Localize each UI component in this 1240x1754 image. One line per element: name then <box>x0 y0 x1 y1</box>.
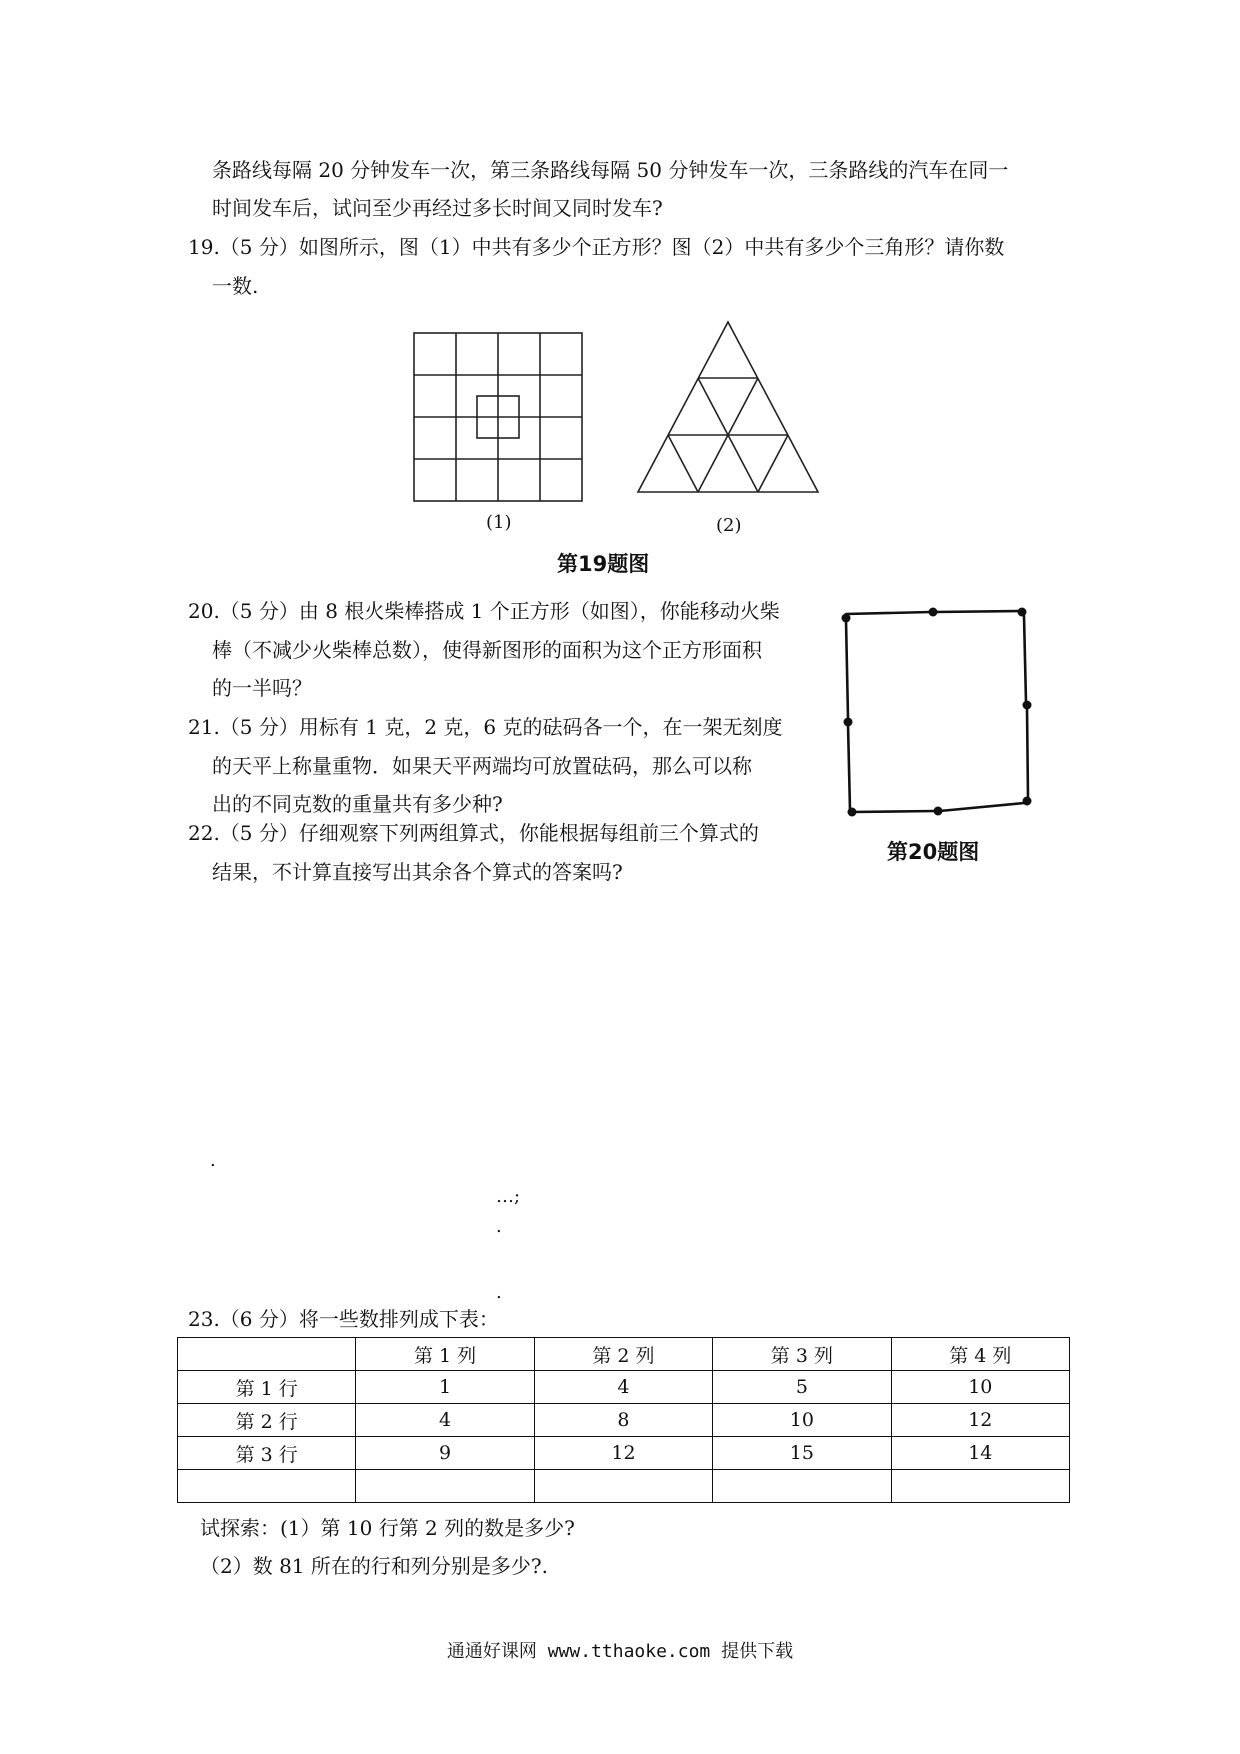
table-cell: 第 1 行 <box>178 1371 356 1404</box>
q19-line2: 一数. <box>212 274 259 298</box>
mark-dot: . <box>496 1282 502 1303</box>
table-header-row <box>178 1338 1070 1371</box>
table-cell: 10 <box>891 1371 1069 1404</box>
figure-19-caption: 第19题图 <box>557 552 650 576</box>
table-row <box>178 1404 1070 1437</box>
q22-line2: 结果，不计算直接写出其余各个算式的答案吗? <box>212 860 623 884</box>
table-cell: 8 <box>534 1404 712 1437</box>
q21-line2: 的天平上称量重物．如果天平两端均可放置砝码，那么可以称 <box>212 754 752 778</box>
table-cell: 12 <box>534 1437 712 1470</box>
mark-dot: . <box>210 1150 216 1171</box>
q19-line1: 19.（5 分）如图所示，图（1）中共有多少个正方形？图（2）中共有多少个三角形？请你数 <box>188 235 1005 259</box>
table-cell: 14 <box>891 1437 1069 1470</box>
q20-line3: 的一半吗？ <box>212 676 312 700</box>
table-cell: 5 <box>713 1371 891 1404</box>
figure-19-grid <box>413 332 583 502</box>
table-cell: 9 <box>356 1437 534 1470</box>
table-row <box>178 1437 1070 1470</box>
q18-line2: 时间发车后，试问至少再经过多长时间又同时发车? <box>212 196 663 220</box>
mark-dot: . <box>496 1216 502 1237</box>
q20-line2: 棒（不减少火柴棒总数），使得新图形的面积为这个正方形面积 <box>212 638 762 662</box>
table-cell: 4 <box>534 1371 712 1404</box>
q20-line1: 20.（5 分）由 8 根火柴棒搭成 1 个正方形（如图），你能移动火柴 <box>188 599 780 623</box>
table-cell <box>178 1470 356 1503</box>
table-header: 第 2 列 <box>534 1338 712 1371</box>
table-cell: 第 2 行 <box>178 1404 356 1437</box>
table-header: 第 1 列 <box>356 1338 534 1371</box>
table-cell <box>356 1470 534 1503</box>
figure-19-triangle <box>636 320 820 494</box>
table-cell: 10 <box>713 1404 891 1437</box>
table-cell: 4 <box>356 1404 534 1437</box>
q21-line3: 出的不同克数的重量共有多少种? <box>212 792 503 816</box>
figure-19-label-2: (2) <box>716 515 742 536</box>
table-header <box>178 1338 356 1371</box>
table-header: 第 4 列 <box>891 1338 1069 1371</box>
table-cell: 1 <box>356 1371 534 1404</box>
figure-19-label-1: (1) <box>486 512 512 533</box>
table-row <box>178 1470 1070 1503</box>
table-cell <box>534 1470 712 1503</box>
q21-line1: 21.（5 分）用标有 1 克，2 克，6 克的砝码各一个，在一架无刻度 <box>188 715 783 739</box>
table-cell: 12 <box>891 1404 1069 1437</box>
table-row <box>178 1371 1070 1404</box>
q23-intro: 23.（6 分）将一些数排列成下表： <box>188 1307 499 1331</box>
table-cell <box>891 1470 1069 1503</box>
number-table <box>177 1337 1070 1503</box>
mark-ellipsis: …; <box>496 1186 521 1207</box>
table-cell: 15 <box>713 1437 891 1470</box>
q23-ask1: 试探索：(1）第 10 行第 2 列的数是多少? <box>200 1516 575 1540</box>
figure-20-caption: 第20题图 <box>887 840 980 864</box>
q23-ask2: （2）数 81 所在的行和列分别是多少?. <box>200 1554 548 1578</box>
figure-20-matchsticks <box>838 602 1038 812</box>
q22-line1: 22.（5 分）仔细观察下列两组算式，你能根据每组前三个算式的 <box>188 821 759 845</box>
table-cell: 第 3 行 <box>178 1437 356 1470</box>
table-header: 第 3 列 <box>713 1338 891 1371</box>
table-cell <box>713 1470 891 1503</box>
q18-line1: 条路线每隔 20 分钟发车一次，第三条路线每隔 50 分钟发车一次，三条路线的汽车在同一 <box>212 158 1009 182</box>
footer-source: 通通好课网 www.tthaoke.com 提供下载 <box>446 1641 794 1662</box>
